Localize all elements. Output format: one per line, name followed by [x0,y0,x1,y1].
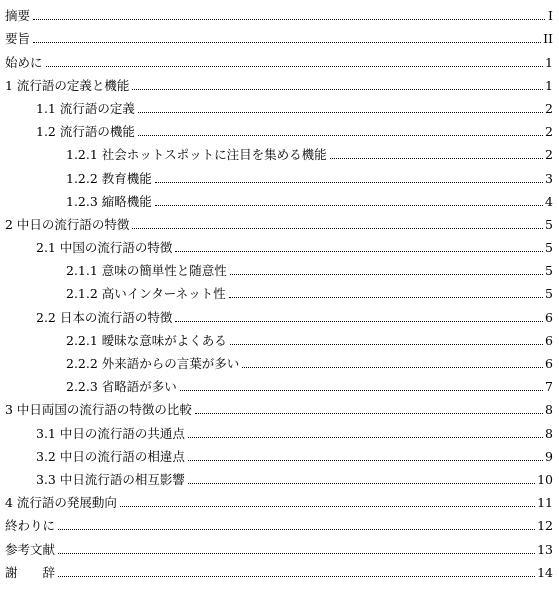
toc-entry[interactable] [0,235,553,258]
toc-entry[interactable] [0,467,553,490]
dot-leader [138,111,543,113]
toc-entry-title: 終わりに [5,518,56,534]
toc-entry-title: 3 中日両国の流行語の特徴の比較 [5,402,192,418]
dot-leader [46,65,544,67]
dot-leader [155,181,543,183]
toc-entry[interactable] [0,281,553,304]
toc-entry-page-number: II [543,31,553,47]
toc-entry-page-number: 4 [545,193,553,209]
toc-entry-page-number: 7 [545,379,553,395]
toc-entry-title: 2.2.2 外来語からの言葉が多い [66,356,240,371]
dot-leader [33,18,545,20]
toc-entry-page-number: 5 [545,263,553,279]
toc-entry-title: 1.1 流行語の定義 [36,100,135,116]
toc-entry[interactable] [0,420,553,443]
toc-entry[interactable] [0,73,553,96]
toc-entry-title: 2.2.1 曖昧な意味がよくある [66,332,227,348]
dot-leader [188,459,543,461]
toc-entry[interactable] [0,96,553,119]
dot-leader [58,528,535,530]
toc-entry-title: 2.2 日本の流行語の特徴 [36,309,173,325]
toc-entry-page-number: 5 [545,240,553,256]
dot-leader [155,204,543,206]
toc-entry-title: 2.1.1 意味の簡単性と随意性 [66,263,227,279]
dot-leader [58,552,535,554]
toc-entry[interactable] [0,304,553,327]
toc-entry-page-number: 11 [537,495,553,511]
toc-entry-title: 始めに [5,54,43,70]
table-of-contents [0,3,553,583]
toc-entry[interactable] [0,258,553,281]
toc-entry-title: 1.2.2 教育機能 [66,170,152,186]
dot-leader [242,366,543,368]
toc-entry[interactable] [0,165,553,188]
dot-leader [120,505,535,507]
toc-entry-title: 2.2.3 省略語が多い [66,379,177,395]
toc-entry-page-number: 8 [545,402,553,418]
toc-entry-title: 4 流行語の発展動向 [5,495,117,511]
toc-entry-page-number: 2 [545,147,553,163]
toc-entry-page-number: 8 [545,425,553,441]
dot-leader [180,389,543,391]
dot-leader [138,134,543,136]
toc-entry[interactable] [0,212,553,235]
dot-leader [132,227,543,229]
toc-entry-page-number: 6 [545,332,553,348]
toc-entry[interactable] [0,142,553,165]
toc-entry-page-number: 3 [545,170,553,186]
toc-entry[interactable] [0,119,553,142]
toc-entry-title: 謝 辞 [5,564,56,580]
toc-entry-page-number: 14 [537,564,553,580]
toc-entry-title: 1.2 流行語の機能 [36,124,135,140]
dot-leader [175,250,543,252]
toc-entry-title: 3.1 中日の流行語の共通点 [36,425,185,441]
toc-entry-page-number: 12 [537,518,553,534]
dot-leader [33,41,541,43]
toc-entry-title: 1.2.1 社会ホットスポットに注目を集める機能 [66,147,327,163]
toc-entry-page-number: 10 [537,471,553,487]
dot-leader [132,88,543,90]
toc-entry-title: 1.2.3 縮略機能 [66,193,152,209]
toc-entry[interactable] [0,328,553,351]
toc-entry-page-number: I [548,8,553,24]
toc-entry[interactable] [0,560,553,583]
toc-entry[interactable] [0,49,553,72]
dot-leader [188,482,535,484]
toc-entry-page-number: 2 [545,100,553,116]
toc-entry[interactable] [0,536,553,559]
dot-leader [230,273,543,275]
toc-entry-page-number: 1 [545,77,553,93]
toc-entry-title: 摘要 [5,8,31,24]
toc-entry[interactable] [0,397,553,420]
toc-entry-page-number: 6 [545,309,553,325]
dot-leader [58,575,535,577]
dot-leader [175,320,543,322]
toc-entry[interactable] [0,374,553,397]
toc-entry-page-number: 5 [545,216,553,232]
toc-entry-title: 2.1.2 高いインターネット性 [66,286,226,302]
toc-entry[interactable] [0,490,553,513]
toc-entry-title: 2.1 中国の流行語の特徴 [36,240,173,256]
toc-entry-page-number: 13 [537,541,553,557]
dot-leader [188,436,543,438]
toc-entry-title: 3.2 中日の流行語の相違点 [36,448,185,464]
toc-entry-title: 3.3 中日流行語の相互影響 [36,471,185,487]
toc-entry-title: 要旨 [5,31,31,47]
toc-entry-page-number: 9 [545,448,553,464]
toc-entry[interactable] [0,351,553,374]
toc-entry[interactable] [0,26,553,49]
toc-entry[interactable] [0,513,553,536]
toc-entry-page-number: 1 [545,54,553,70]
toc-entry[interactable] [0,3,553,26]
toc-entry-title: 参考文献 [5,541,56,557]
dot-leader [195,412,543,414]
dot-leader [229,296,543,298]
toc-entry-page-number: 5 [545,286,553,302]
toc-entry-page-number: 6 [545,356,553,371]
toc-entry[interactable] [0,444,553,467]
toc-entry[interactable] [0,189,553,212]
dot-leader [230,343,543,345]
toc-entry-title: 2 中日の流行語の特徴 [5,216,130,232]
dot-leader [330,157,543,159]
toc-entry-title: 1 流行語の定義と機能 [5,77,130,93]
toc-entry-page-number: 2 [545,124,553,140]
